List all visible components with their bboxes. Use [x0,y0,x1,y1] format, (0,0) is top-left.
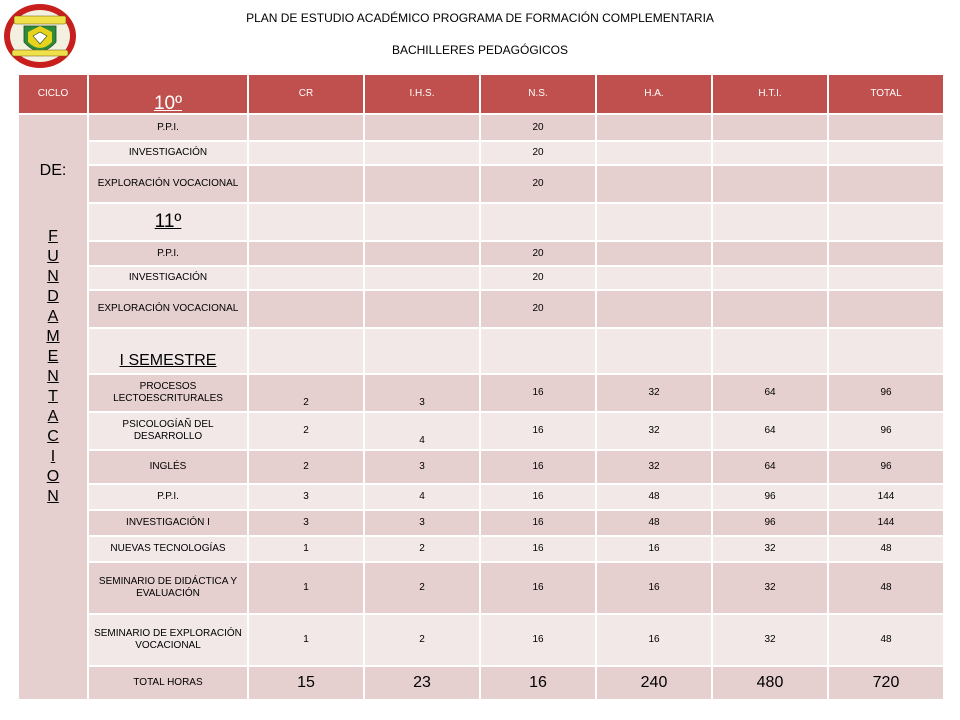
subject-name: NUEVAS TECNOLOGÍAS [88,536,248,562]
cell-cr [248,266,364,290]
subject-name: EXPLORACIÓN VOCACIONAL [88,165,248,203]
subject-name: P.P.I. [88,114,248,141]
table-row [18,114,944,141]
cell-hti [712,241,828,266]
cell-total [828,241,944,266]
cell-total: 48 [828,614,944,666]
cell-ihs: 4 [364,412,480,450]
cell-ihs [364,114,480,141]
cell-ha [596,114,712,141]
table-row [18,562,944,614]
cell-cr [248,165,364,203]
cell-cr [248,290,364,328]
cell-ha [596,290,712,328]
grade-11-row [18,203,944,241]
header-cr: CR [248,74,364,114]
cell-cr: 2 [248,450,364,484]
cell-cr: 1 [248,562,364,614]
cell-ns: 16 [480,374,596,412]
total-ns: 16 [480,666,596,700]
cell-total [828,165,944,203]
cell-ha: 16 [596,536,712,562]
table-row [18,165,944,203]
cell-empty [364,203,480,241]
cell-hti: 64 [712,374,828,412]
cell-cr: 1 [248,614,364,666]
semester-label: I SEMESTRE [88,328,248,374]
cell-ihs: 3 [364,374,480,412]
cell-total: 96 [828,412,944,450]
grade-11-label: 11º [88,203,248,241]
cell-cr: 3 [248,510,364,536]
cell-total: 96 [828,374,944,412]
cell-ns: 20 [480,141,596,165]
cell-total [828,266,944,290]
cell-empty [596,203,712,241]
cell-ihs [364,290,480,328]
cell-cr [248,141,364,165]
table-row [18,141,944,165]
cell-ihs [364,141,480,165]
cell-total [828,141,944,165]
cell-ihs [364,266,480,290]
cell-empty [712,203,828,241]
table-row [18,266,944,290]
cell-hti [712,165,828,203]
page-subtitle: BACHILLERES PEDAGÓGICOS [391,43,569,57]
cell-ns: 20 [480,290,596,328]
cell-ns: 16 [480,484,596,510]
page-title: PLAN DE ESTUDIO ACADÉMICO PROGRAMA DE FORMACIÓN COMPLEMENTARIA [246,11,714,25]
subject-name: INGLÉS [88,450,248,484]
table-row [18,290,944,328]
cell-ha: 16 [596,614,712,666]
cell-ns: 16 [480,562,596,614]
cell-ihs: 3 [364,450,480,484]
cell-hti: 96 [712,484,828,510]
subject-name: PROCESOS LECTOESCRITURALES [88,374,248,412]
cell-ihs: 4 [364,484,480,510]
cell-ihs: 2 [364,536,480,562]
cell-ha: 48 [596,510,712,536]
cell-ihs [364,165,480,203]
cell-hti: 32 [712,562,828,614]
cell-total: 48 [828,562,944,614]
cell-empty [248,203,364,241]
table-row [18,484,944,510]
cell-hti [712,114,828,141]
subject-name: INVESTIGACIÓN [88,266,248,290]
cell-total [828,290,944,328]
cell-ha: 32 [596,412,712,450]
subject-name: PSICOLOGÍAÑ DEL DESARROLLO [88,412,248,450]
cell-ha: 32 [596,374,712,412]
header-ha: H.A. [596,74,712,114]
cell-ihs: 2 [364,562,480,614]
table-row [18,510,944,536]
cell-hti [712,141,828,165]
table-row [18,374,944,412]
header-total: TOTAL [828,74,944,114]
total-ihs: 23 [364,666,480,700]
cell-total: 144 [828,510,944,536]
totals-row [18,666,944,700]
total-cr: 15 [248,666,364,700]
subject-name: P.P.I. [88,241,248,266]
cell-hti: 96 [712,510,828,536]
header-hti: H.T.I. [712,74,828,114]
cell-cr: 1 [248,536,364,562]
cell-ha: 32 [596,450,712,484]
cell-hti: 32 [712,614,828,666]
cell-hti [712,266,828,290]
cell-empty [596,328,712,374]
total-total: 720 [828,666,944,700]
cell-hti [712,290,828,328]
cell-empty [480,203,596,241]
header-grade-10: 10º [88,74,248,114]
cell-total: 144 [828,484,944,510]
total-hti: 480 [712,666,828,700]
cell-empty [828,328,944,374]
cell-ha: 48 [596,484,712,510]
cell-cr: 3 [248,484,364,510]
cell-hti: 64 [712,450,828,484]
side-label-cell [18,114,88,700]
cell-hti: 32 [712,536,828,562]
table-row [18,241,944,266]
cell-ha [596,266,712,290]
subject-name: EXPLORACIÓN VOCACIONAL [88,290,248,328]
cell-empty [480,328,596,374]
cell-ha [596,141,712,165]
cell-total [828,114,944,141]
total-ha: 240 [596,666,712,700]
cell-ihs: 2 [364,614,480,666]
subject-name: SEMINARIO DE EXPLORACIÓN VOCACIONAL [88,614,248,666]
side-label-fundamentacion: F U N D A M E N T A C I O N [46,228,60,505]
cell-ihs [364,241,480,266]
cell-hti: 64 [712,412,828,450]
cell-cr: 2 [248,412,364,450]
cell-empty [712,328,828,374]
subject-name: P.P.I. [88,484,248,510]
curriculum-table [17,73,945,701]
header-ihs: I.H.S. [364,74,480,114]
table-header-row [18,74,944,114]
subject-name: INVESTIGACIÓN [88,141,248,165]
cell-cr [248,241,364,266]
totals-label: TOTAL HORAS [88,666,248,700]
cell-ns: 16 [480,536,596,562]
cell-empty [248,328,364,374]
table-row [18,536,944,562]
cell-ns: 16 [480,614,596,666]
cell-ha [596,241,712,266]
cell-ns: 16 [480,450,596,484]
cell-ha [596,165,712,203]
table-row [18,614,944,666]
header-ns: N.S. [480,74,596,114]
cell-ns: 16 [480,412,596,450]
table-row [18,450,944,484]
cell-empty [364,328,480,374]
side-label-de: DE: [39,162,67,179]
cell-cr: 2 [248,374,364,412]
cell-ns: 20 [480,165,596,203]
cell-cr [248,114,364,141]
cell-empty [828,203,944,241]
cell-ns: 20 [480,266,596,290]
cell-ha: 16 [596,562,712,614]
subject-name: SEMINARIO DE DIDÁCTICA Y EVALUACIÓN [88,562,248,614]
table-row [18,412,944,450]
cell-ns: 20 [480,114,596,141]
semester-row [18,328,944,374]
cell-total: 96 [828,450,944,484]
header-ciclo: CICLO [18,74,88,114]
cell-ihs: 3 [364,510,480,536]
subject-name: INVESTIGACIÓN I [88,510,248,536]
cell-ns: 20 [480,241,596,266]
cell-ns: 16 [480,510,596,536]
cell-total: 48 [828,536,944,562]
